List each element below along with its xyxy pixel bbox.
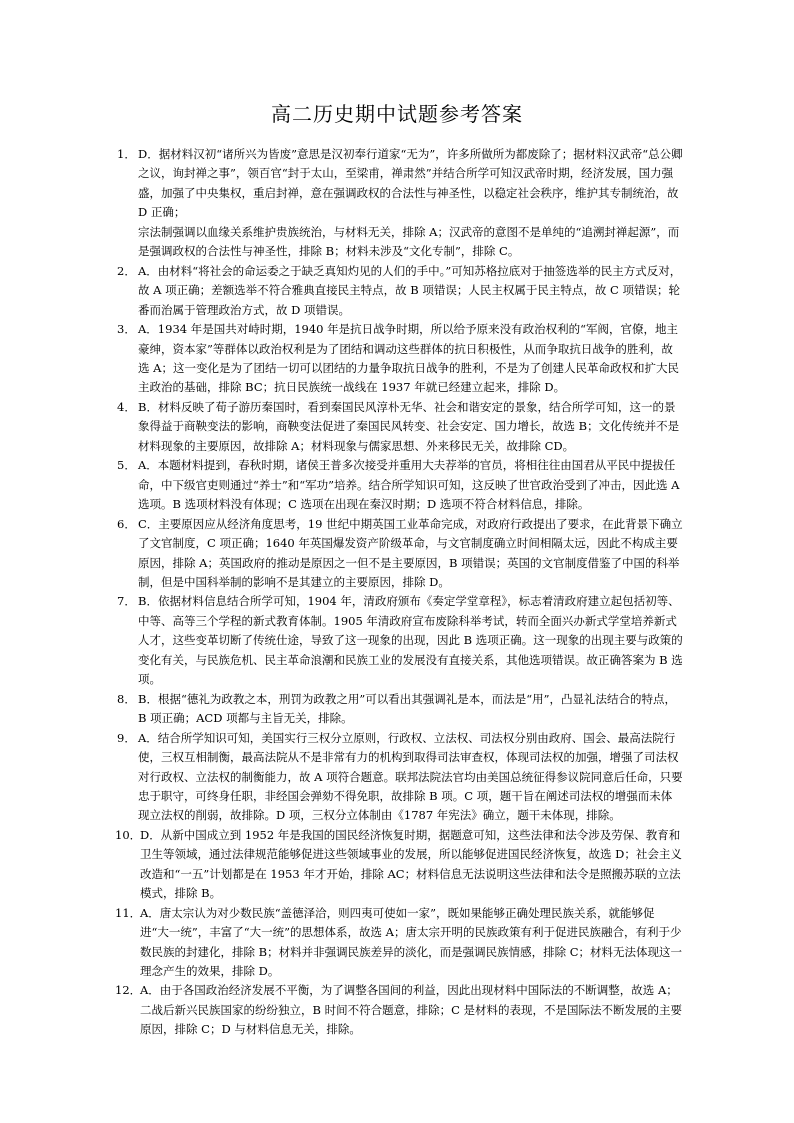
answer-item <box>117 981 683 1039</box>
answer-number: 4． <box>117 399 136 414</box>
answer-explanation: C．主要原因应从经济角度思考，19 世纪中期英国工业革命完成，对政府行政提出了要求，在此背景下确立了文官制度，C 项正确；1640 年英国爆发资产阶级革命，与文官制度确立时间相隔太远，因此不构成主要原因，排除 A；英国政府的推动是原因之一但不是主要原因，B 项错误；英国的文官制度借鉴了中国的科举制，但是中国科举制的影响不是其建立的主要原因，排除 D。 <box>138 516 683 589</box>
answer-list <box>117 145 683 1040</box>
answer-item <box>117 456 683 514</box>
answer-explanation: A．1934 年是国共对峙时期，1940 年是抗日战争时期，所以给予原来没有政治权利的“军阀，官僚，地主豪绅，资本家”等群体以政治权利是为了团结和调动这些群体的抗日积极性，从而争取抗日战争的胜利，故选 A；这一变化是为了团结一切可以团结的力量争取抗日战争的胜利，不是为了创建人民革命政权和扩大民主政治的基础，排除 BC；抗日民族统一战线在 1937 年就已经建立起来，排除 D。 <box>138 322 679 395</box>
answer-explanation: B．根据“德礼为政教之本，刑罚为政教之用”可以看出其强调礼是本，而法是“用”，凸显礼法结合的特点，B 项正确；ACD 项都与主旨无关，排除。 <box>138 691 676 726</box>
answer-item <box>117 826 683 904</box>
answer-item <box>117 145 683 262</box>
answer-explanation: A．由材料“将社会的命运委之于缺乏真知灼见的人们的手中。”可知苏格拉底对于抽签选举的民主方式反对，故 A 项正确；差额选举不符合雅典直接民主特点，故 B 项错误；人民主权属于民主特点，故 C 项错误；轮番而治属于管理政治方式，故 D 项错误。 <box>138 263 682 317</box>
answer-number: 11． <box>115 905 142 920</box>
answer-item <box>117 398 683 456</box>
answer-item <box>117 592 683 689</box>
answer-number: 10． <box>115 827 142 842</box>
answer-explanation: A．唐太宗认为对少数民族“盖德泽洽，则四夷可使如一家”，既如果能够正确处理民族关系，就能够促进“大一统”，丰富了“大一统”的思想体系，故选 A；唐太宗开明的民族政策有利于促进民族融合，有利于少数民族的封建化，排除 B；材料并非强调民族差异的淡化，而是强调民族情感，排除 C；材料无法体现这一理念产生的效果，排除 D。 <box>140 905 683 979</box>
answer-number: 5． <box>117 458 136 473</box>
answer-explanation: A．结合所学知识可知，美国实行三权分立原则，行政权、立法权、司法权分别由政府、国会、最高法院行使，三权互相制衡，最高法院从不是非常有力的机构到取得司法审查权，体现司法权的加强，增强了司法权对行政权、立法权的制衡能力，故 A 项符合题意。联邦法院法官均由美国总统征得参议院同意后任命，只要忠于职守，可终身任职，非经国会弹劾不得免职，故排除 B 项。C 项，题干旨在阐述司法权的增强而未体现立法权的削弱，故排除。D 项，三权分立体制由《1787 年宪法》确立，题干未体现，排除。 <box>138 730 683 823</box>
answer-number: 2． <box>117 263 136 278</box>
answer-item <box>117 515 683 593</box>
answer-number: 1． <box>117 147 136 161</box>
answer-explanation: A．本题材料提到，春秋时期，诸侯王普多次接受并重用大夫荐举的官员，将相往往由国君从平民中提拔任命，中下级官吏则通过“养士”和“军功”培养。结合所学知识可知，这反映了世官政治受到了冲击，因此选 A 选项。B 选项材料没有体现；C 选项在出现在秦汉时期；D 选项不符合材料信息，排除。 <box>138 458 680 512</box>
answer-number: 8． <box>117 691 136 706</box>
answer-explanation: B．依据材料信息结合所学可知，1904 年，清政府颁布《奏定学堂章程》，标志着清政府建立起包括初等、中等、高等三个学程的新式教育体制。1905 年清政府宣布废除科举考试，转而全面兴办新式学堂培养新式人才，这些变革切断了传统仕途，导致了这一现象的出现，因此 B 选项正确。这一现象的出现主要与政策的变化有关，与民族危机、民主革命浪潮和民族工业的发展没有直接关系，其他选项错误。故正确答案为 B 选项。 <box>138 594 683 687</box>
page-title: 高二历史期中试题参考答案 <box>271 102 523 126</box>
answer-item <box>117 729 683 826</box>
answer-explanation: D．从新中国成立到 1952 年是我国的国民经济恢复时期，据题意可知，这些法律和法令涉及劳保、教育和卫生等领域，通过法律规范能够促进这些领域事业的发展，所以能够促进国民经济恢复，故选 D；社会主义改造和“一五”计划都是在 1953 年才开始，排除 AC；材料信息无法说明这些法律和法令是照搬苏联的立法模式，排除 B。 <box>140 827 682 901</box>
answer-explanation: 宗法制强调以血缘关系维护贵族统治，与材料无关，排除 A；汉武帝的意图不是单纯的“追溯封禅起源”，而是强调政权的合法性与神圣性，排除 B；材料未涉及“文化专制”，排除 C。 <box>138 224 680 259</box>
answer-explanation: D．据材料汉初“诸所兴为皆废”意思是汉初奉行道家“无为”，许多所做所为都废除了；据材料汉武帝“总公卿之议，询封禅之事”，领百官“封于太山，至梁甫，禅肃然”并结合所学可知汉武帝时期，经济发展，国力强盛，加强了中央集权，重启封禅，意在强调政权的合法性与神圣性，以稳定社会秩序，维护其专制统治，故 D 正确； <box>138 147 683 220</box>
answer-number: 12． <box>115 983 142 998</box>
answer-number: 7． <box>117 594 136 609</box>
answer-number: 9． <box>117 730 136 745</box>
answer-number: 3． <box>117 322 136 337</box>
answer-item <box>117 320 683 398</box>
answer-explanation: A．由于各国政治经济发展不平衡，为了调整各国间的利益，因此出现材料中国际法的不断调整，故选 A；二战后新兴民族国家的纷纷独立，B 时间不符合题意，排除；C 是材料的表现，不是国际法不断发展的主要原因，排除 C；D 与材料信息无关，排除。 <box>140 983 683 1037</box>
answer-item <box>117 262 683 320</box>
answer-item <box>117 690 683 729</box>
answer-number: 6． <box>117 516 136 531</box>
answer-item <box>117 904 683 982</box>
answer-explanation: B．材料反映了荀子游历秦国时，看到秦国民风淳朴无华、社会和谐安定的景象，结合所学可知，这一的景象得益于商鞅变法的影响，商鞅变法促进了秦国民风转变、社会安定、国力增长，故选 B；文化传统并不是材料现象的主要原因，故排除 A；材料现象与儒家思想、外来移民无关，故排除 CD。 <box>138 399 680 453</box>
